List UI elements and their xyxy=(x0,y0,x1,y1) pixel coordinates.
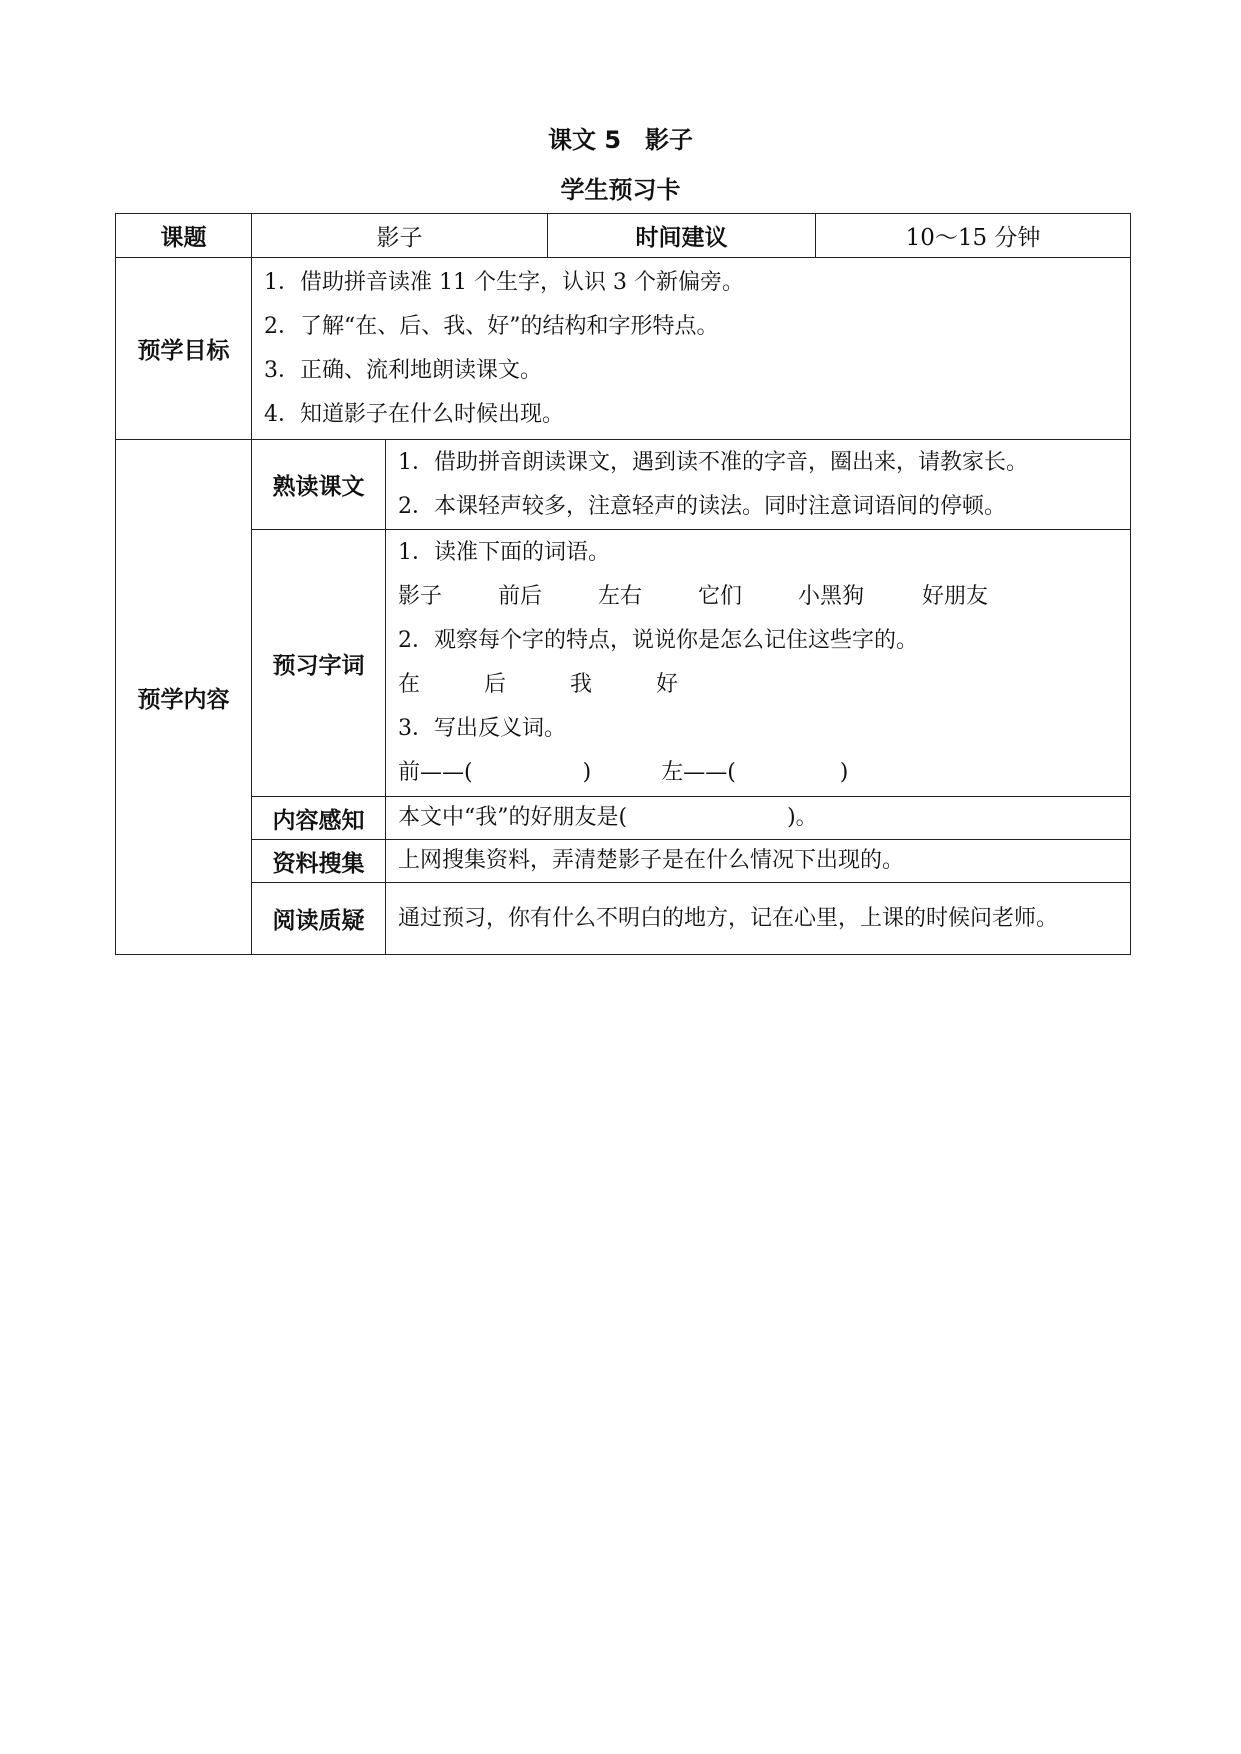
reading-item: 1．借助拼音朗读课文，遇到读不准的字音，圈出来，请教家长。 xyxy=(398,449,1028,475)
goal-item: 1．借助拼音读准 11 个生字，认识 3 个新偏旁。 xyxy=(264,269,744,295)
reading-label: 熟读课文 xyxy=(252,440,386,530)
goal-item: 3．正确、流利地朗读课文。 xyxy=(264,357,542,383)
antonym-row xyxy=(398,751,1118,795)
questions-content xyxy=(386,883,1131,955)
word-item: 左右 xyxy=(598,584,643,609)
antonym-2-prefix: 左——( xyxy=(661,760,736,785)
word-item: 小黑狗 xyxy=(798,584,865,609)
research-text: 上网搜集资料，弄清楚影子是在什么情况下出现的。 xyxy=(398,848,905,873)
word-list xyxy=(398,575,1118,619)
time-label: 时间建议 xyxy=(548,214,816,258)
goal-item: 4．知道影子在什么时候出现。 xyxy=(264,401,564,427)
char-item: 后 xyxy=(484,672,507,697)
word-item: 前后 xyxy=(498,584,543,609)
topic-value: 影子 xyxy=(252,214,548,258)
perception-content xyxy=(386,797,1131,840)
char-item: 在 xyxy=(398,672,421,697)
word-item: 它们 xyxy=(698,584,743,609)
topic-label: 课题 xyxy=(116,214,252,258)
questions-text: 通过预习，你有什么不明白的地方，记在心里，上课的时候问老师。 xyxy=(398,905,1059,931)
page-title: 课文 5 影子 xyxy=(547,126,694,154)
antonym-1-prefix: 前——( xyxy=(398,760,473,785)
char-item: 好 xyxy=(656,672,679,697)
words-task-2: 2．观察每个字的特点，说说你是怎么记住这些字的。 xyxy=(398,628,918,653)
word-item: 好朋友 xyxy=(922,584,989,609)
words-task-3: 3．写出反义词。 xyxy=(398,716,566,741)
words-task-1: 1．读准下面的词语。 xyxy=(398,540,610,565)
perception-prefix: 本文中“我”的好朋友是( xyxy=(398,805,628,830)
perception-label: 内容感知 xyxy=(252,797,386,840)
reading-item: 2．本课轻声较多，注意轻声的读法。同时注意词语间的停顿。 xyxy=(398,493,1006,519)
goal-item: 2．了解“在、后、我、好”的结构和字形特点。 xyxy=(264,313,719,339)
preview-card-table xyxy=(115,213,1131,955)
goals-label: 预学目标 xyxy=(116,258,252,440)
page-subtitle: 学生预习卡 xyxy=(560,176,681,204)
content-label: 预学内容 xyxy=(116,440,252,955)
antonym-2-suffix: ) xyxy=(839,760,849,785)
reading-list xyxy=(386,440,1131,530)
research-content xyxy=(386,840,1131,883)
antonym-1-suffix: ) xyxy=(582,760,592,785)
time-value: 10～15 分钟 xyxy=(816,214,1131,258)
goals-list xyxy=(252,258,1131,440)
word-item: 影子 xyxy=(398,584,443,609)
questions-label: 阅读质疑 xyxy=(252,883,386,955)
research-label: 资料搜集 xyxy=(252,840,386,883)
words-label: 预习字词 xyxy=(252,530,386,797)
words-content xyxy=(386,530,1131,797)
perception-suffix: )。 xyxy=(787,805,818,830)
char-list xyxy=(398,663,1118,707)
char-item: 我 xyxy=(570,672,593,697)
